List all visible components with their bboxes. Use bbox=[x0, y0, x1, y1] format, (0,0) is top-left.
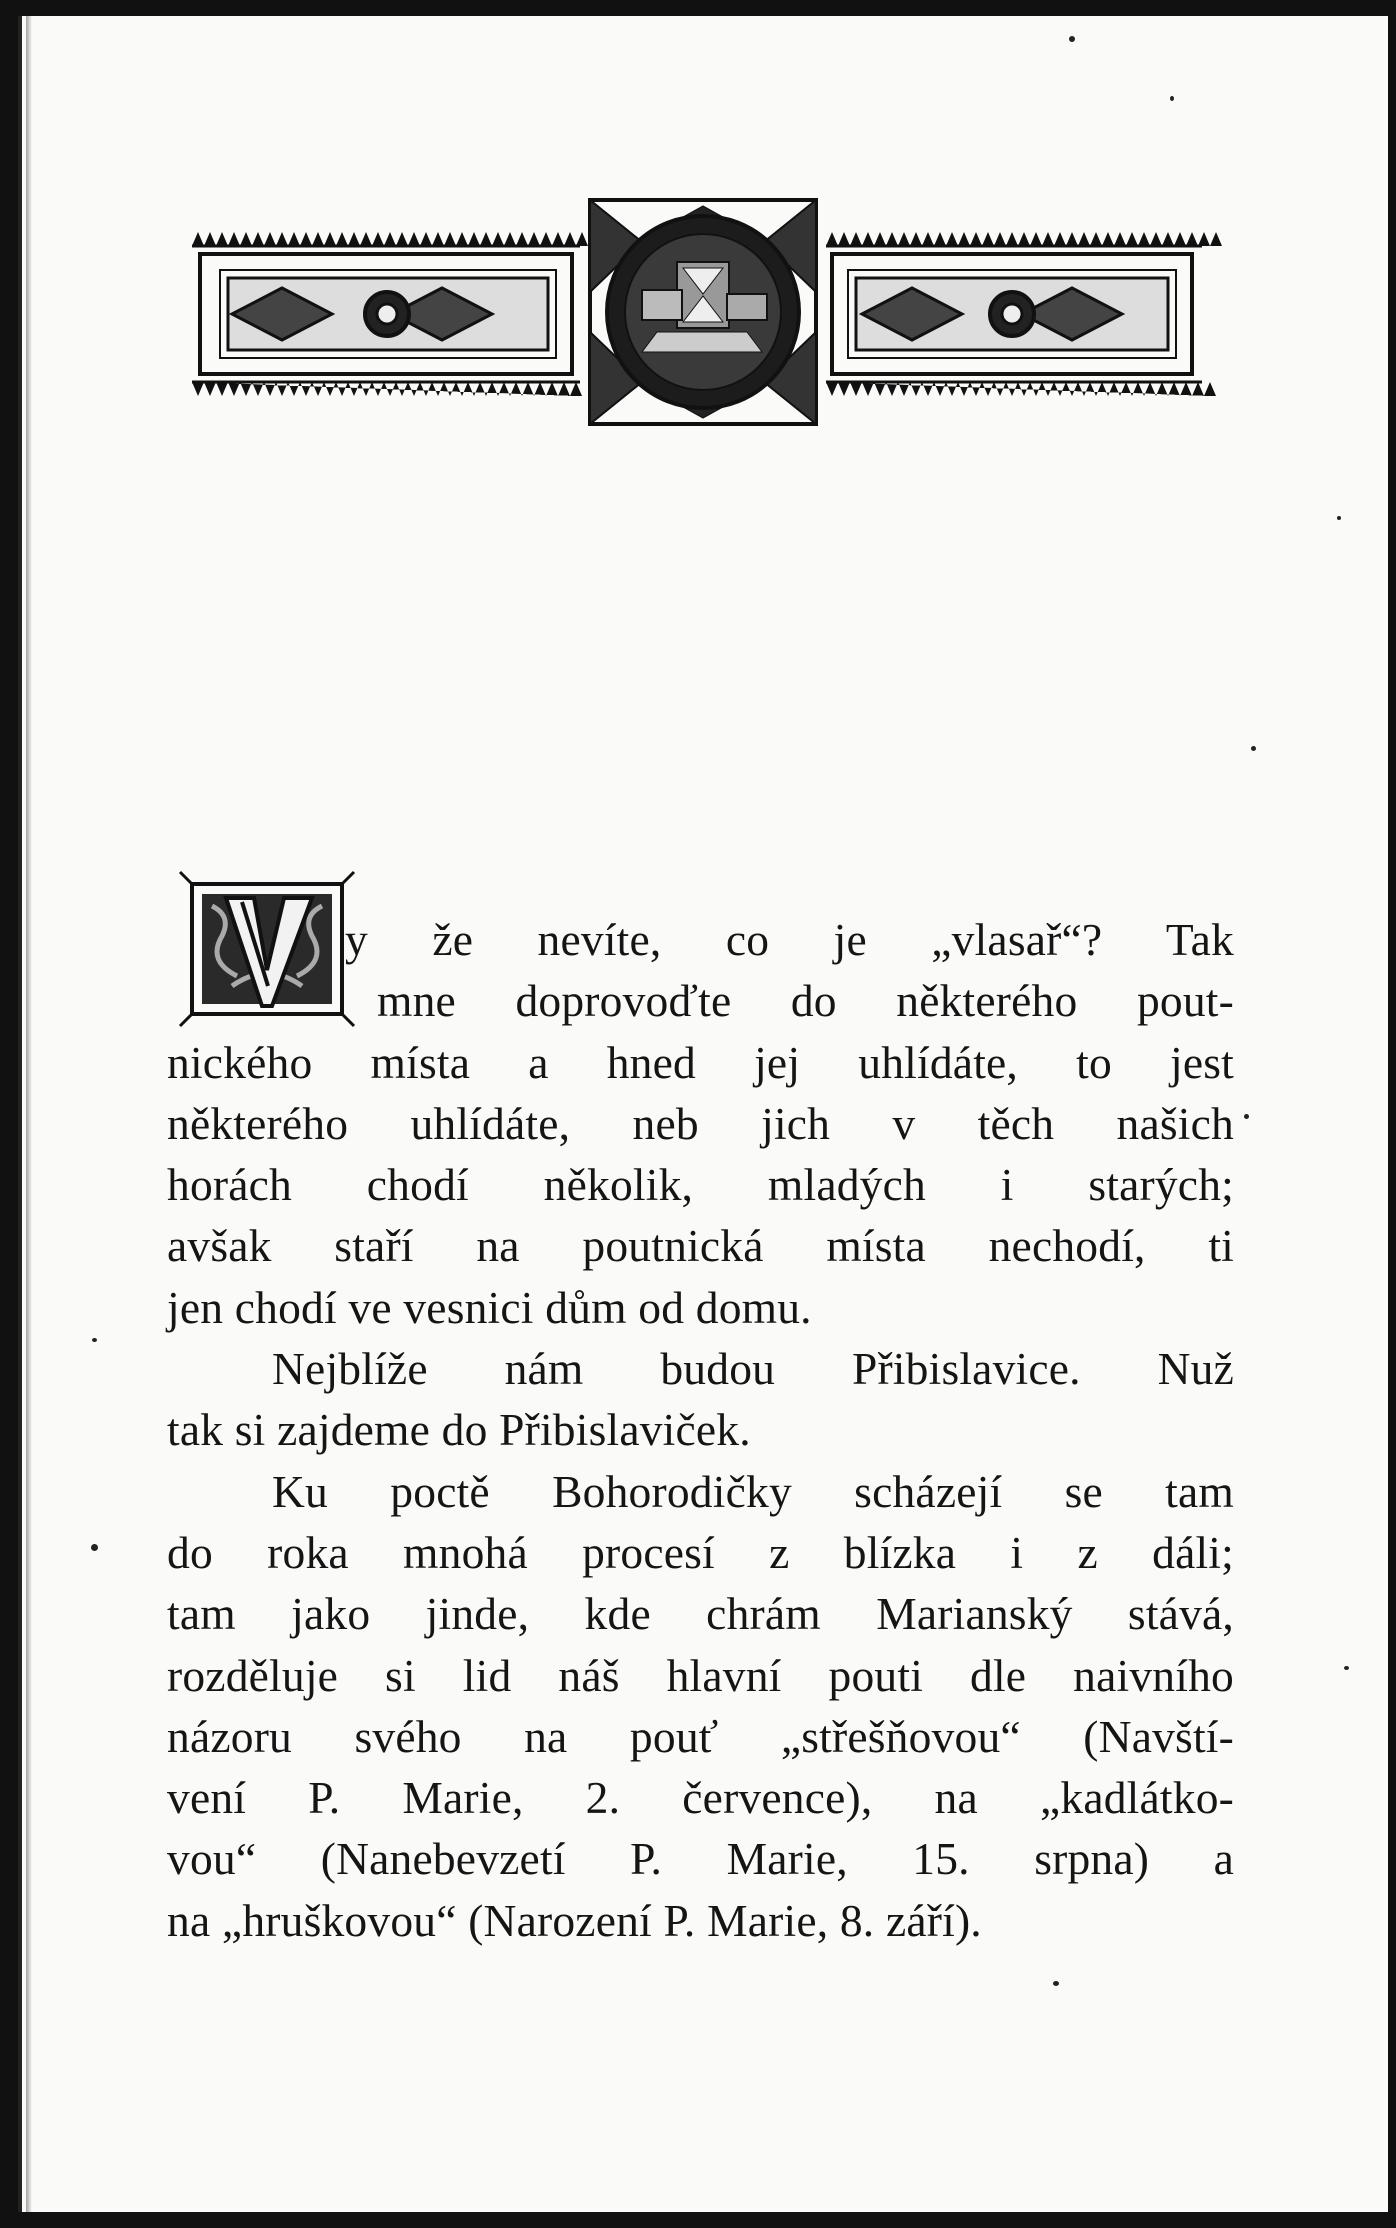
scan-speck bbox=[1069, 36, 1075, 42]
scan-speck bbox=[1251, 746, 1256, 751]
scan-speck bbox=[1170, 96, 1174, 101]
text-line: Ku poctě Bohorodičky scházejí se tam bbox=[272, 1465, 1234, 1517]
scan-speck bbox=[1337, 516, 1341, 520]
scan-speck bbox=[91, 1544, 98, 1551]
text-line: horách chodí několik, mladých i starých; bbox=[167, 1159, 1234, 1211]
text-line: názoru svého na pouť „střešňovou“ (Navští- bbox=[167, 1710, 1234, 1762]
scan-speck bbox=[1053, 1981, 1059, 1986]
text-line: Nejblíže nám budou Přibislavice. Nuž bbox=[272, 1343, 1234, 1395]
text-line: jen chodí ve vesnici dům od domu. bbox=[167, 1281, 812, 1333]
text-line: vou“ (Nanebevzetí P. Marie, 15. srpna) a bbox=[167, 1833, 1234, 1885]
text-line: vení P. Marie, 2. července), na „kadlátko- bbox=[167, 1772, 1234, 1824]
book-page bbox=[18, 16, 1388, 2212]
text-line: nického místa a hned jej uhlídáte, to jest bbox=[167, 1036, 1234, 1088]
scan-speck bbox=[92, 1338, 97, 1342]
text-line: rozděluje si lid náš hlavní pouti dle naivního bbox=[167, 1649, 1234, 1701]
scan-speck bbox=[1344, 1666, 1349, 1670]
text-line: do roka mnohá procesí z blízka i z dáli; bbox=[167, 1526, 1234, 1578]
ornamental-headpiece bbox=[172, 182, 1222, 442]
scan-speck bbox=[1244, 1114, 1249, 1119]
text-line: některého uhlídáte, neb jich v těch našich bbox=[167, 1097, 1234, 1149]
body-text bbox=[167, 909, 1234, 1951]
text-line: na „hruškovou“ (Narození P. Marie, 8. září). bbox=[167, 1894, 982, 1946]
text-line: tak si zajdeme do Přibislaviček. bbox=[167, 1404, 751, 1456]
text-line: avšak staří na poutnická místa nechodí, ti bbox=[167, 1220, 1234, 1272]
text-line: tam jako jinde, kde chrám Marianský stává, bbox=[167, 1588, 1234, 1640]
text-line: mne doprovoďte do některého pout- bbox=[377, 975, 1234, 1027]
text-line: y že nevíte, co je „vlasař“? Tak bbox=[345, 914, 1234, 965]
